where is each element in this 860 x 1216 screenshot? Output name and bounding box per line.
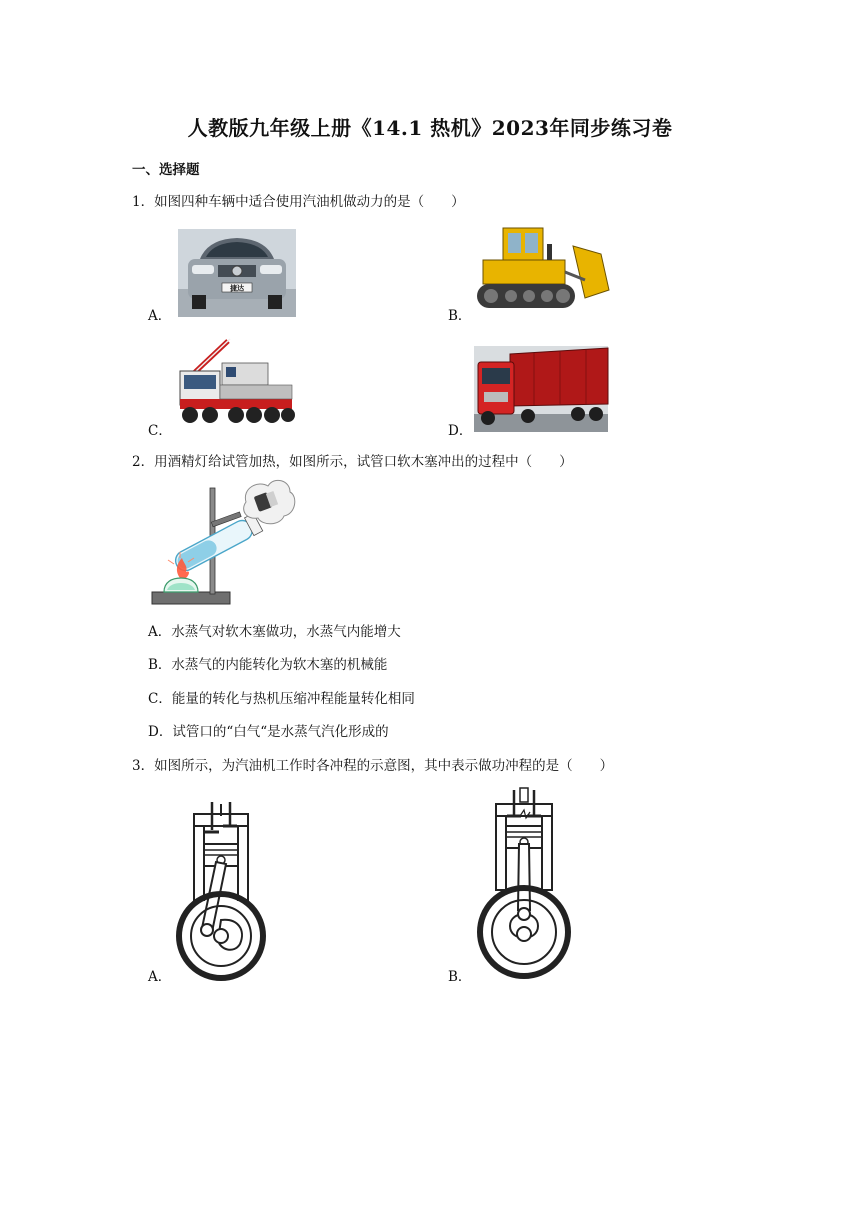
q2-option-b: B．水蒸气的内能转化为软木塞的机械能: [148, 657, 388, 673]
q1-option-a-label: A．: [148, 308, 172, 324]
test-tube-apparatus-image: [150, 474, 296, 608]
engine-stroke-b-image: [476, 786, 572, 982]
section-heading: 一、选择题: [132, 162, 200, 178]
question-3-stem: 3．如图所示，为汽油机工作时各冲程的示意图，其中表示做功冲程的是（ ）: [132, 758, 614, 774]
bulldozer-image: [473, 224, 611, 318]
q2-option-a: A．水蒸气对软木塞做功，水蒸气内能增大: [148, 624, 401, 640]
mobile-crane-image: [172, 335, 302, 429]
engine-stroke-a-image: [176, 800, 266, 980]
q2-option-d: D．试管口的“白气“是水蒸气汽化形成的: [148, 724, 389, 740]
q2-option-c: C．能量的转化与热机压缩冲程能量转化相同: [148, 691, 415, 707]
q3-option-a-label: A．: [148, 969, 172, 985]
question-2-stem: 2．用酒精灯给试管加热，如图所示，试管口软木塞冲出的过程中（ ）: [132, 454, 573, 470]
license-plate-text: 捷达: [230, 285, 244, 293]
page-title: 人教版九年级上册《14.1 热机》2023年同步练习卷: [187, 116, 673, 140]
sedan-car-image: [178, 229, 296, 317]
q1-option-d-label: D．: [448, 423, 473, 439]
box-truck-image: [474, 346, 608, 432]
q1-option-b-label: B．: [448, 308, 472, 324]
q3-option-b-label: B．: [448, 969, 472, 985]
q1-option-c-label: C．: [148, 423, 172, 439]
question-1-stem: 1．如图四种车辆中适合使用汽油机做动力的是（ ）: [132, 194, 465, 210]
